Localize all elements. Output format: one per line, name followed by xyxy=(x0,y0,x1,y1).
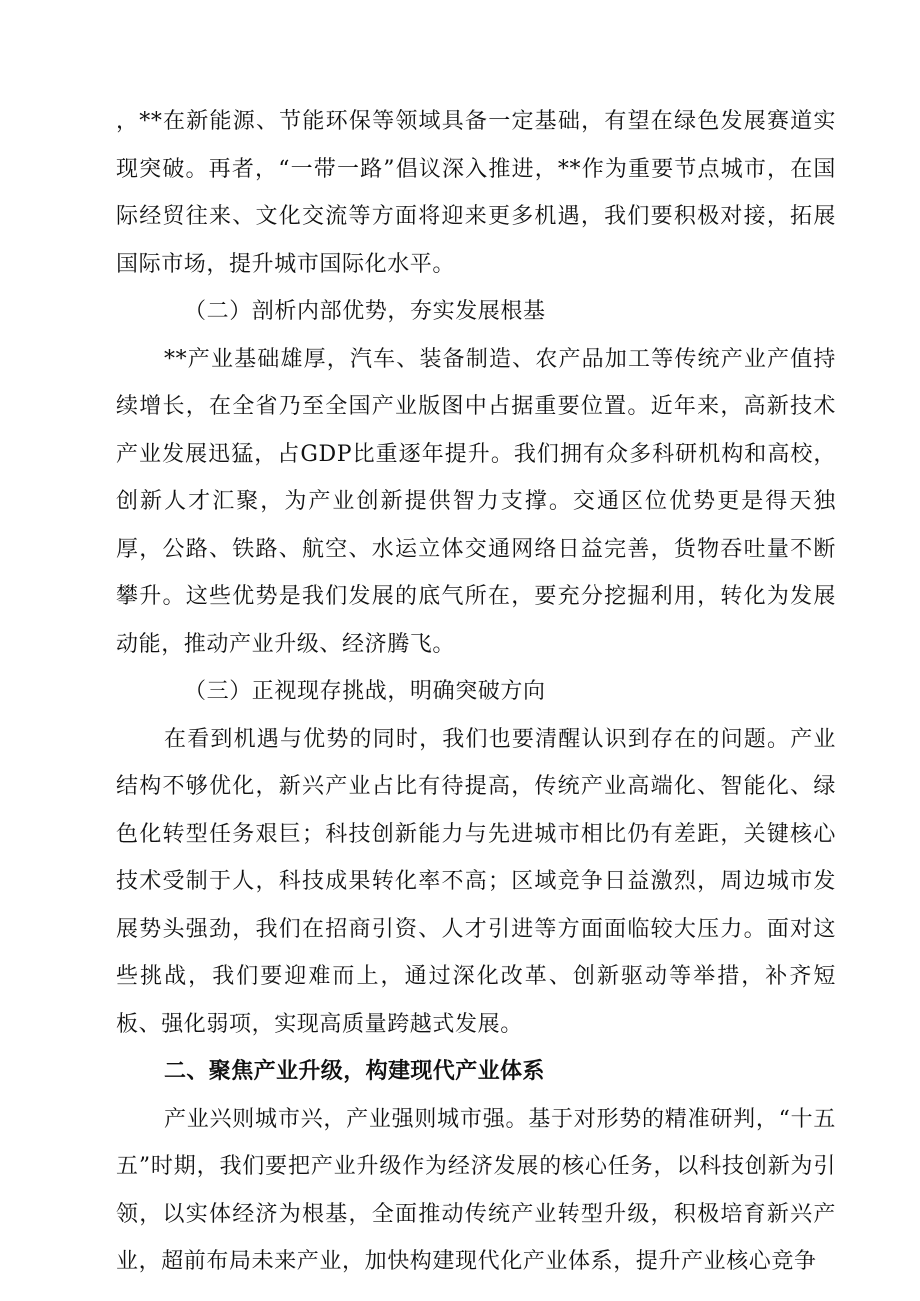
subheading-internal-advantages: （二）剖析内部优势，夯实发展根基 xyxy=(184,299,546,324)
subheading-existing-challenges: （三）正视现存挑战，明确突破方向 xyxy=(184,679,546,704)
document-body xyxy=(116,98,836,1286)
paragraph-industrial-upgrade-intro: 产业兴则城市兴，产业强则城市强。基于对形势的精准研判，“十五五”时期，我们要把产业升级作为经济发展的核心任务，以科技创新为引领，以实体经济为根基，全面推动传统产业转型升级，积极培育新兴产业，超前布局未来产业，加快构建现代化产业体系，提升产业核心竞争 xyxy=(116,1106,836,1274)
paragraph-challenges-analysis: 在看到机遇与优势的同时，我们也要清醒认识到存在的问题。产业结构不够优化，新兴产业占比有待提高，传统产业高端化、智能化、绿色化转型任务艰巨；科技创新能力与先进城市相比仍有差距，关键核心技术受制于人，科技成果转化率不高；区域竞争日益激烈，周边城市发展势头强劲，我们在招商引资、人才引进等方面面临较大压力。面对这些挑战，我们要迎难而上，通过深化改革、创新驱动等举措，补齐短板、强化弱项，实现高质量跨越式发展。 xyxy=(116,726,836,1037)
paragraph-industrial-foundation: **产业基础雄厚，汽车、装备制造、农产品加工等传统产业产值持续增长，在全省乃至全国产业版图中占据重要位置。近年来，高新技术产业发展迅猛，占GDP比重逐年提升。我们拥有众多科研机构和高校，创新人才汇聚，为产业创新提供智力支撑。交通区位优势更是得天独厚，公路、铁路、航空、水运立体交通网络日益完善，货物吞吐量不断攀升。这些优势是我们发展的底气所在，要充分挖掘利用，转化为发展动能，推动产业升级、经济腾飞。 xyxy=(116,346,836,657)
section-heading-industrial-upgrade: 二、聚焦产业升级，构建现代产业体系 xyxy=(164,1059,545,1084)
paragraph-green-development-opportunities: ，**在新能源、节能环保等领域具备一定基础，有望在绿色发展赛道实现突破。再者，“一带一路”倡议深入推进，**作为重要节点城市，在国际经贸往来、文化交流等方面将迎来更多机遇，我们要积极对接，拓展国际市场，提升城市国际化水平。 xyxy=(116,109,836,277)
